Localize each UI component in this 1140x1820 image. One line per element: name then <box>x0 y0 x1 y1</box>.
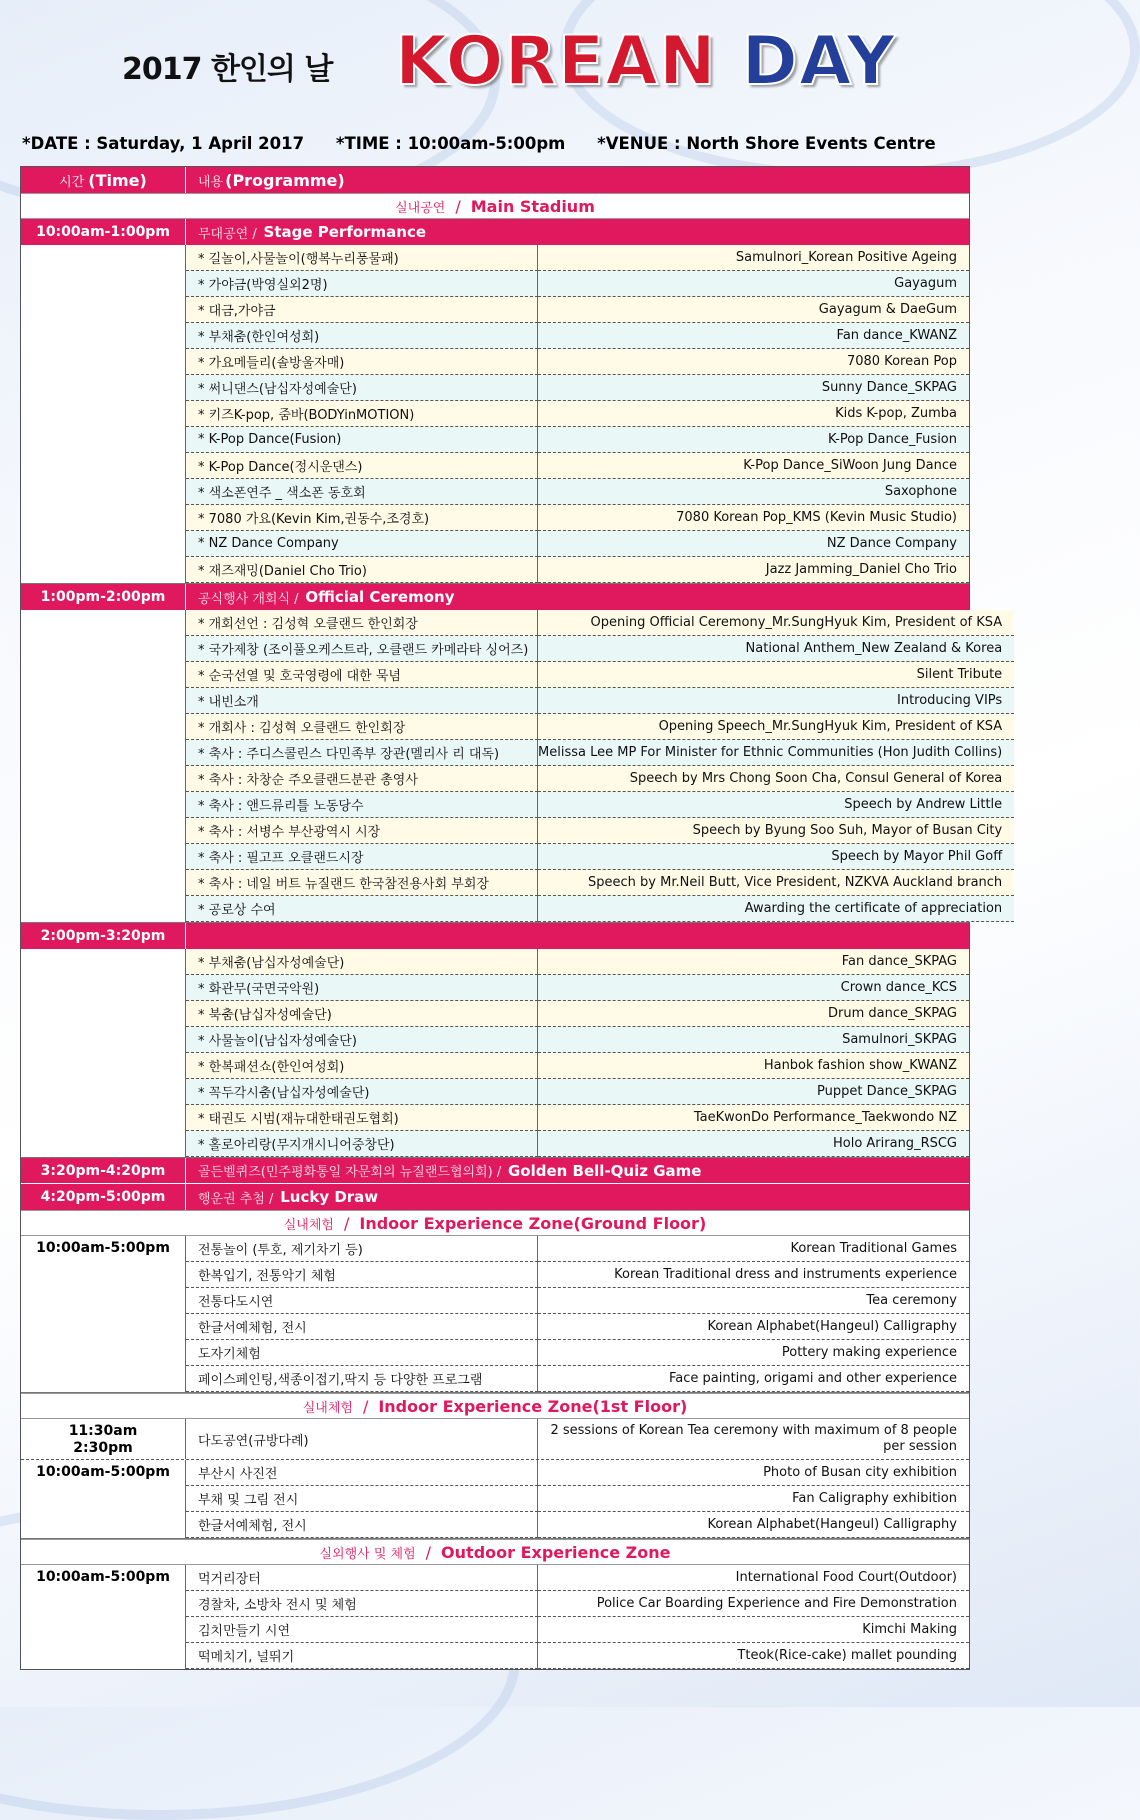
page-header <box>0 0 984 130</box>
item-korean: * 축사 : 필고프 오클랜드시장 <box>186 844 538 870</box>
item-english: Korean Traditional Games <box>538 1236 969 1262</box>
item-english: Speech by Mr.Neil Butt, Vice President, NZKVA Auckland branch <box>538 870 1014 896</box>
item-english: Korean Traditional dress and instruments experience <box>538 1262 969 1288</box>
section-indoor-first: 실내체험 / Indoor Experience Zone(1st Floor) <box>21 1393 969 1419</box>
official-ceremony-header: 1:00pm-2:00pm 공식행사 개회식 / Official Ceremony <box>21 584 969 610</box>
item-korean: * 써니댄스(남십자성예술단) <box>186 375 538 401</box>
list-item <box>186 1131 969 1157</box>
item-english: Melissa Lee MP For Minister for Ethnic Communities (Hon Judith Collins) <box>538 740 1014 766</box>
list-item <box>186 1340 969 1366</box>
item-english: Police Car Boarding Experience and Fire Demonstration <box>538 1591 969 1617</box>
item-korean: * 개회선언 : 김성혁 오클랜드 한인회장 <box>186 610 538 636</box>
logo-word-day: DAY <box>741 22 897 101</box>
list-item <box>186 1079 969 1105</box>
item-korean: 한글서예체험, 전시 <box>186 1314 538 1340</box>
list-item <box>186 766 1014 792</box>
item-korean: * 축사 : 앤드류리틀 노동당수 <box>186 792 538 818</box>
list-item <box>186 636 1014 662</box>
item-english: Saxophone <box>538 479 969 505</box>
event-venue: *VENUE : North Shore Events Centre <box>597 134 936 153</box>
table-header <box>21 167 969 193</box>
list-item <box>186 1460 969 1486</box>
item-english: Tea ceremony <box>538 1288 969 1314</box>
item-korean: 한복입기, 전통악기 체험 <box>186 1262 538 1288</box>
item-korean: * 화관무(국면국악원) <box>186 975 538 1001</box>
item-korean: * 재즈재밍(Daniel Cho Trio) <box>186 557 538 583</box>
event-date: *DATE : Saturday, 1 April 2017 <box>22 134 305 153</box>
list-item <box>186 1236 969 1262</box>
item-korean: * 부채춤(한인여성회) <box>186 323 538 349</box>
list-item <box>186 1565 969 1591</box>
item-english: Introducing VIPs <box>538 688 1014 714</box>
stage-items <box>21 245 969 584</box>
list-item <box>186 479 969 505</box>
item-korean: * 한복패션쇼(한인여성회) <box>186 1053 538 1079</box>
item-english: TaeKwonDo Performance_Taekwondo NZ <box>538 1105 969 1131</box>
list-item <box>186 818 1014 844</box>
item-english: Pottery making experience <box>538 1340 969 1366</box>
list-item <box>186 1288 969 1314</box>
list-item <box>186 245 969 271</box>
schedule-table <box>20 166 1003 1670</box>
item-english: 7080 Korean Pop_KMS (Kevin Music Studio) <box>538 505 969 531</box>
event-time: *TIME : 10:00am-5:00pm <box>335 134 566 153</box>
item-english: Speech by Andrew Little <box>538 792 1014 818</box>
list-item <box>186 1001 969 1027</box>
list-item <box>186 610 1014 636</box>
item-english: K-Pop Dance_Fusion <box>538 427 969 453</box>
list-item <box>186 375 969 401</box>
item-english: Fan dance_KWANZ <box>538 323 969 349</box>
item-korean: 페이스페인팅,색종이접기,딱지 등 다양한 프로그램 <box>186 1366 538 1392</box>
item-korean: * 7080 가요(Kevin Kim,권동수,조경호) <box>186 505 538 531</box>
item-english: Korean Alphabet(Hangeul) Calligraphy <box>538 1512 969 1538</box>
list-item <box>186 896 1014 922</box>
list-item <box>186 1027 969 1053</box>
list-item <box>186 870 1014 896</box>
list-item <box>186 714 1014 740</box>
item-english: Fan dance_SKPAG <box>538 949 969 975</box>
item-english: Crown dance_KCS <box>538 975 969 1001</box>
item-english: Speech by Byung Soo Suh, Mayor of Busan City <box>538 818 1014 844</box>
item-korean: 도자기체험 <box>186 1340 538 1366</box>
stage-performance-header: 10:00am-1:00pm 무대공연 / Stage Performance <box>21 219 969 245</box>
item-korean: * 길놀이,사물놀이(행복누리풍물패) <box>186 245 538 271</box>
item-korean: * 축사 : 서병수 부산광역시 시장 <box>186 818 538 844</box>
item-english: Speech by Mrs Chong Soon Cha, Consul General of Korea <box>538 766 1014 792</box>
item-korean: 떡메치기, 널뛰기 <box>186 1643 538 1669</box>
item-english: Jazz Jamming_Daniel Cho Trio <box>538 557 969 583</box>
list-item <box>186 1314 969 1340</box>
item-korean: * 국가제창 (조이풀오케스트라, 오클랜드 카메라타 싱어즈) <box>186 636 538 662</box>
item-english: Puppet Dance_SKPAG <box>538 1079 969 1105</box>
item-english: National Anthem_New Zealand & Korea <box>538 636 1014 662</box>
item-english: Gayagum <box>538 271 969 297</box>
item-korean: * 꼭두각시춤(남십자성예술단) <box>186 1079 538 1105</box>
item-korean: * 축사 : 차창순 주오클랜드분관 총영사 <box>186 766 538 792</box>
tea-ceremony-block <box>21 1419 969 1460</box>
item-korean: 부채 및 그림 전시 <box>186 1486 538 1512</box>
item-korean: * 북춤(남십자성예술단) <box>186 1001 538 1027</box>
indoor-ground-items: 10:00am-5:00pm 전통놀이 (투호, 제기차기 등) Korean Traditional Games 한복입기, 전통악기 체험 Korean Traditional dress and instruments experience 전통다도시연 Tea ceremony 한글서예체험, 전시 Korean Alphabet(Hangeul) Calligraphy 도자기체험 Pottery making experience 페이스페인팅,색종이접기,딱지 등 다양한 프로그램 Face painting, origami and other experience <box>21 1236 969 1393</box>
tea-ceremony-row: 다도공연(규방다례) 2 sessions of Korean Tea ceremony with maximum of 8 people per session <box>186 1419 969 1459</box>
item-korean: * 축사 : 네일 버트 뉴질랜드 한국참전용사회 부회장 <box>186 870 538 896</box>
item-korean: * 태권도 시범(재뉴대한태권도협회) <box>186 1105 538 1131</box>
item-korean: * 내빈소개 <box>186 688 538 714</box>
item-korean: * 사물놀이(남십자성예술단) <box>186 1027 538 1053</box>
item-korean: * K-Pop Dance(Fusion) <box>186 427 538 453</box>
list-item <box>186 792 1014 818</box>
list-item <box>186 427 969 453</box>
item-korean: * 순국선열 및 호국영령에 대한 묵념 <box>186 662 538 688</box>
list-item <box>186 297 969 323</box>
section-outdoor: 실외행사 및 체험 / Outdoor Experience Zone <box>21 1539 969 1565</box>
item-english: Awarding the certificate of appreciation <box>538 896 1014 922</box>
item-english: Photo of Busan city exhibition <box>538 1460 969 1486</box>
item-english: Gayagum & DaeGum <box>538 297 969 323</box>
item-korean: * 부채춤(남십자성예술단) <box>186 949 538 975</box>
list-item <box>186 949 969 975</box>
list-item <box>186 1486 969 1512</box>
event-info <box>22 134 972 153</box>
item-korean: * 가요메들리(솔방울자매) <box>186 349 538 375</box>
list-item <box>186 453 969 479</box>
item-english: Samulnori_SKPAG <box>538 1027 969 1053</box>
list-item <box>186 740 1014 766</box>
item-english: Sunny Dance_SKPAG <box>538 375 969 401</box>
item-english: 7080 Korean Pop <box>538 349 969 375</box>
list-item <box>186 1262 969 1288</box>
indoor-first-items: 10:00am-5:00pm 부산시 사진전 Photo of Busan city exhibition 부채 및 그림 전시 Fan Caligraphy exhibition 한글서예체험, 전시 Korean Alphabet(Hangeul) Calligraphy <box>21 1460 969 1539</box>
list-item <box>186 1366 969 1392</box>
item-korean: 전통다도시연 <box>186 1288 538 1314</box>
logo-word-korean: KOREAN <box>395 22 717 101</box>
section-indoor-ground: 실내체험 / Indoor Experience Zone(Ground Floor) <box>21 1210 969 1236</box>
item-english: Kimchi Making <box>538 1617 969 1643</box>
item-korean: * 키즈K-pop, 줌바(BODYinMOTION) <box>186 401 538 427</box>
item-english: Hanbok fashion show_KWANZ <box>538 1053 969 1079</box>
item-korean: * 가야금(박영실외2명) <box>186 271 538 297</box>
list-item <box>186 349 969 375</box>
item-english: International Food Court(Outdoor) <box>538 1565 969 1591</box>
list-item <box>186 1512 969 1538</box>
item-korean: 한글서예체험, 전시 <box>186 1512 538 1538</box>
list-item <box>186 662 1014 688</box>
list-item <box>186 688 1014 714</box>
list-item <box>186 1617 969 1643</box>
list-item <box>186 557 969 583</box>
item-english: Silent Tribute <box>538 662 1014 688</box>
item-korean: * NZ Dance Company <box>186 531 538 557</box>
item-english: Kids K-pop, Zumba <box>538 401 969 427</box>
item-english: NZ Dance Company <box>538 531 969 557</box>
afternoon-items <box>21 949 969 1158</box>
programme-column-header: 내용 (Programme) <box>198 170 345 190</box>
afternoon-header: 2:00pm-3:20pm <box>21 923 969 949</box>
time-column-header: 시간 (Time) <box>21 167 186 193</box>
section-main-stadium: 실내공연 / Main Stadium <box>21 193 969 219</box>
item-english: Samulnori_Korean Positive Ageing <box>538 245 969 271</box>
item-english: Fan Caligraphy exhibition <box>538 1486 969 1512</box>
list-item <box>186 505 969 531</box>
lucky-draw-row: 4:20pm-5:00pm 행운권 추첨 / Lucky Draw <box>21 1184 969 1210</box>
ceremony-items <box>21 610 1003 923</box>
list-item <box>186 844 1014 870</box>
outdoor-items: 10:00am-5:00pm 먹거리장터 International Food Court(Outdoor) 경찰차, 소방차 전시 및 체험 Police Car Boarding Experience and Fire Demonstration 김치만들기 시연 Kimchi Making 떡메치기, 널뛰기 Tteok(Rice-cake) mallet pounding <box>21 1565 969 1669</box>
list-item <box>186 1105 969 1131</box>
item-english: Tteok(Rice-cake) mallet pounding <box>538 1643 969 1669</box>
list-item <box>186 531 969 557</box>
list-item <box>186 1053 969 1079</box>
list-item <box>186 975 969 1001</box>
korean-day-logo <box>395 22 896 101</box>
item-english: Drum dance_SKPAG <box>538 1001 969 1027</box>
tea-time-1: 11:30am <box>68 1423 138 1439</box>
item-korean: * 개회사 : 김성혁 오클랜드 한인회장 <box>186 714 538 740</box>
list-item <box>186 401 969 427</box>
item-english: Opening Official Ceremony_Mr.SungHyuk Kim, President of KSA <box>538 610 1014 636</box>
year-title: 2017 한인의 날 <box>122 52 333 87</box>
item-english: Opening Speech_Mr.SungHyuk Kim, President of KSA <box>538 714 1014 740</box>
item-korean: * K-Pop Dance(정시운댄스) <box>186 453 538 479</box>
item-korean: * 대금,가야금 <box>186 297 538 323</box>
item-korean: * 공로상 수여 <box>186 896 538 922</box>
item-korean: 김치만들기 시연 <box>186 1617 538 1643</box>
item-korean: * 색소폰연주 _ 색소폰 동호회 <box>186 479 538 505</box>
item-english: K-Pop Dance_SiWoon Jung Dance <box>538 453 969 479</box>
item-korean: * 축사 : 주디스콜린스 다민족부 장관(멜리사 리 대독) <box>186 740 538 766</box>
item-english: Speech by Mayor Phil Goff <box>538 844 1014 870</box>
list-item <box>186 323 969 349</box>
item-korean: * 홀로아리랑(무지개시니어중창단) <box>186 1131 538 1157</box>
item-korean: 부산시 사진전 <box>186 1460 538 1486</box>
item-korean: 먹거리장터 <box>186 1565 538 1591</box>
item-english: Face painting, origami and other experience <box>538 1366 969 1392</box>
list-item <box>186 1643 969 1669</box>
golden-bell-row: 3:20pm-4:20pm 골든벨퀴즈(민주평화통일 자문회의 뉴질랜드협의회) / Golden Bell-Quiz Game <box>21 1158 969 1184</box>
item-english: Korean Alphabet(Hangeul) Calligraphy <box>538 1314 969 1340</box>
item-english: Holo Arirang_RSCG <box>538 1131 969 1157</box>
item-korean: 경찰차, 소방차 전시 및 체험 <box>186 1591 538 1617</box>
list-item <box>186 1591 969 1617</box>
tea-time-2: 2:30pm <box>73 1440 133 1456</box>
item-korean: 전통놀이 (투호, 제기차기 등) <box>186 1236 538 1262</box>
list-item <box>186 271 969 297</box>
